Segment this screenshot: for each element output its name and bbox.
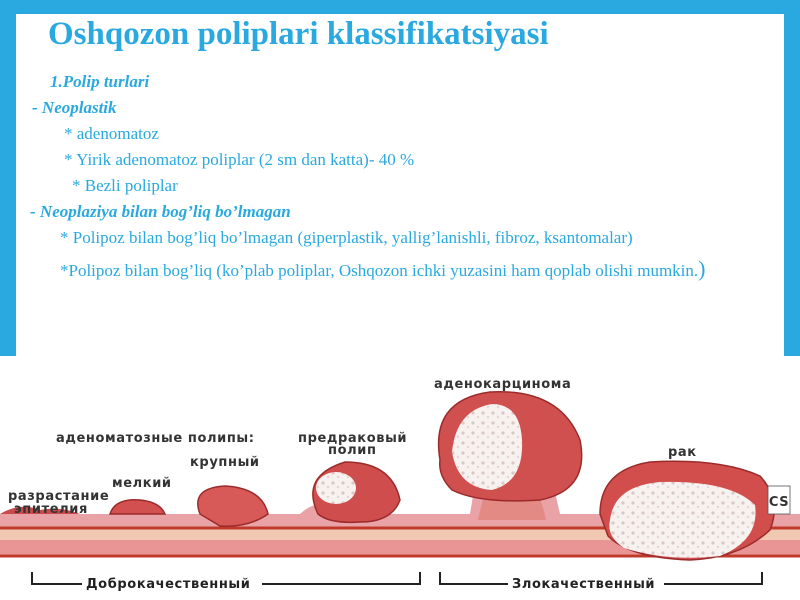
item-polyposis	[30, 255, 770, 284]
item-glandular: * Bezli poliplar	[72, 176, 178, 195]
label-malignant: Злокачественный	[512, 577, 656, 592]
section-heading-polyp-types: 1.Polip turlari	[50, 72, 150, 91]
label-large: крупный	[190, 455, 260, 470]
slide-title: Oshqozon poliplari klassifikatsiyasi	[48, 16, 549, 52]
item-large-adenomatous: * Yirik adenomatoz poliplar (2 sm dan katta)- 40 %	[64, 150, 415, 169]
precancer-lesion	[316, 472, 356, 504]
right-accent-bar	[784, 0, 800, 356]
label-epithelium-2: эпителия	[14, 502, 88, 517]
label-adenocarcinoma: аденокарцинома	[434, 377, 572, 392]
label-epithelium-1: разрастание	[8, 489, 110, 504]
top-accent-strip	[0, 0, 800, 14]
closing-parenthesis: )	[698, 256, 706, 281]
label-precancer-1: предраковый	[298, 431, 408, 446]
logo-text: CS	[768, 495, 790, 510]
polyp-progression-illustration	[0, 356, 800, 600]
label-adenomatous: аденоматозные полипы:	[56, 431, 255, 446]
item-adenomatous: * adenomatoz	[64, 124, 159, 143]
item-polyposis-text: *Polipoz bilan bog’liq (ko’plab poliplar, Oshqozon ichki yuzasini ham qoplab olishi mumkin.	[60, 261, 699, 280]
label-benign: Доброкачественный	[86, 577, 251, 592]
small-polyp	[110, 500, 165, 514]
cancer-core	[609, 482, 755, 558]
left-accent-bar	[0, 0, 16, 356]
label-precancer-2: полип	[328, 443, 377, 458]
label-small: мелкий	[112, 476, 172, 491]
subheading-neoplastic: - Neoplastik	[32, 98, 117, 117]
subheading-non-neoplastic: - Neoplaziya bilan bog’liq bo’lmagan	[30, 202, 291, 221]
label-cancer: рак	[668, 445, 697, 460]
item-non-polyposis: * Polipoz bilan bog’liq bo’lmagan (giperplastik, yallig’lanishli, fibroz, ksantomalar)	[60, 228, 633, 247]
